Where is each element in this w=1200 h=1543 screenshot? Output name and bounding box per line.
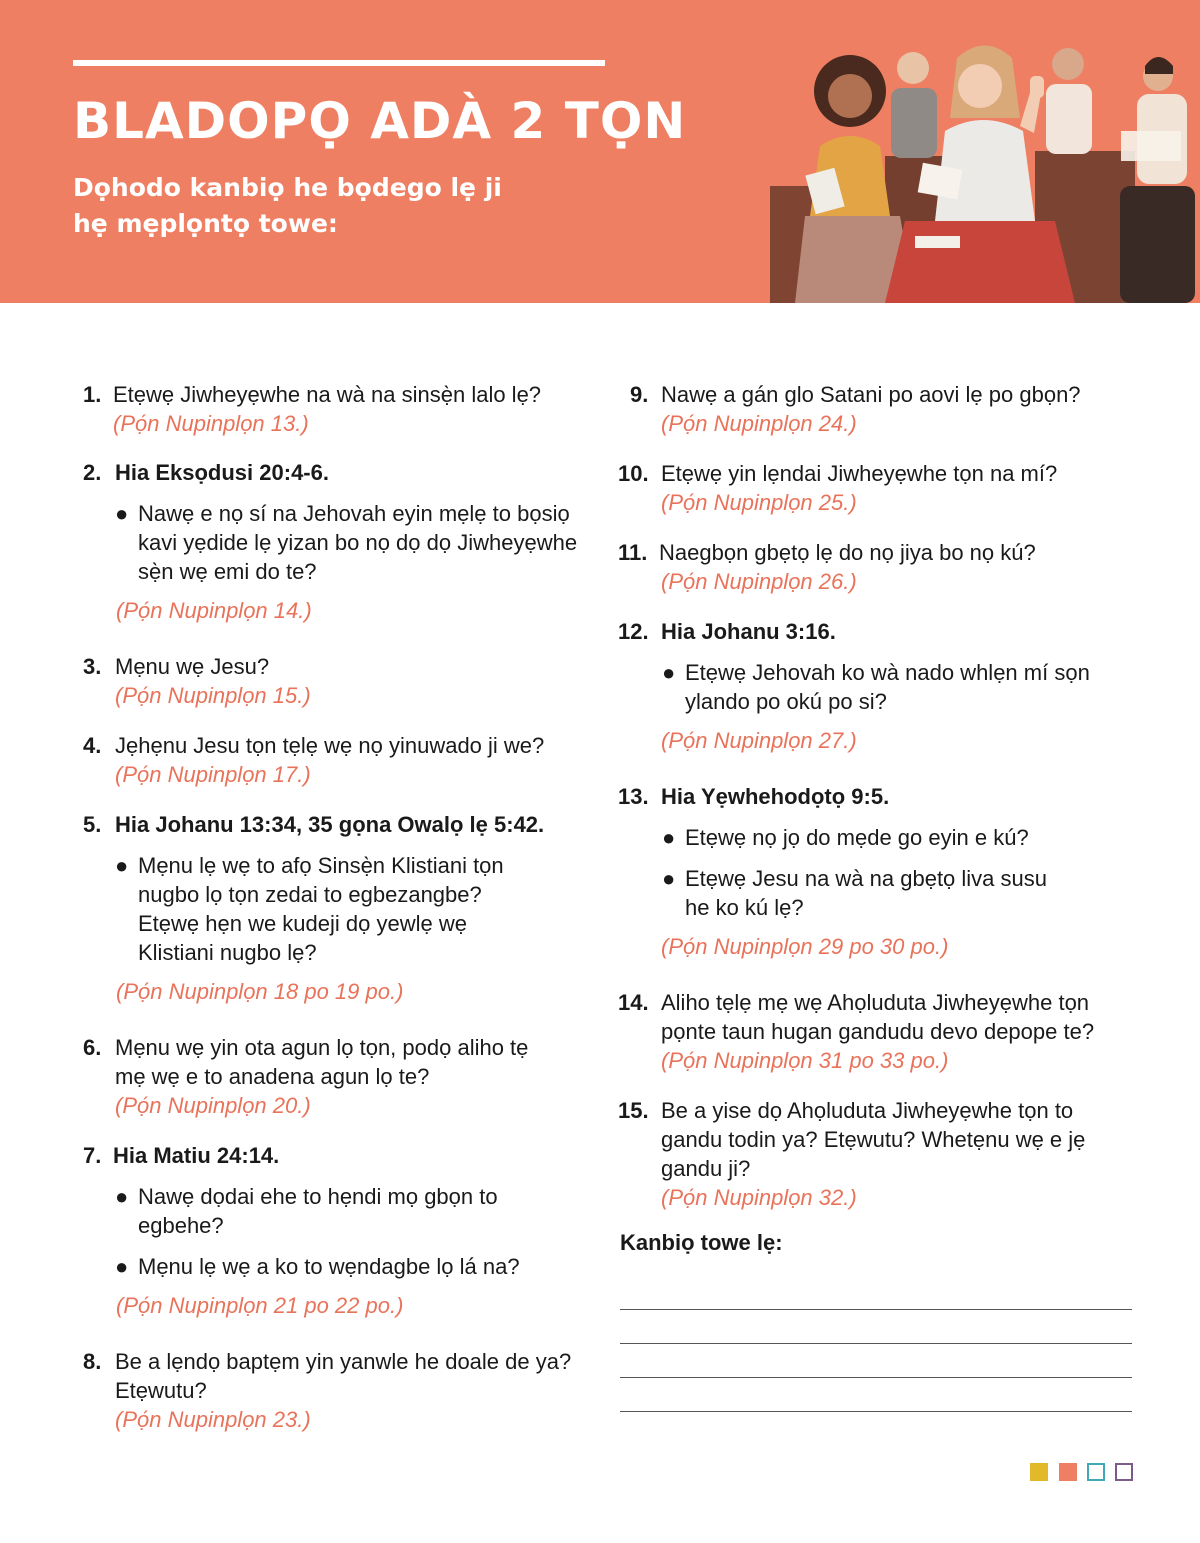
bullet-icon: ●: [115, 501, 129, 526]
question-15: [618, 1096, 1138, 1212]
lesson-reference: (Pọ́n Nupinplọn 17.): [115, 762, 311, 787]
question-7: [83, 1141, 593, 1320]
orange-square-icon: [1059, 1463, 1077, 1481]
sub-question-text: Nawẹ e nọ sí na Jehovah eyin mẹlẹ to bọsiọ kavi yẹdide lẹ yizan bo nọ dọ dọ Jiwheyẹwhe sẹ̀n wẹ emi do te?: [138, 501, 578, 584]
note-line[interactable]: [620, 1309, 1132, 1310]
questions-right-column: [618, 380, 1138, 1212]
bullet-icon: ●: [115, 853, 129, 878]
sub-question-text: Etẹwẹ nọ jọ do mẹde go eyin e kú?: [685, 825, 1029, 850]
question-text: Be a yise dọ Ahọluduta Jiwheyẹwhe tọn to gandu todin ya? Etẹwutu? Whetẹnu wẹ e jẹ gandu ji?: [661, 1098, 1086, 1181]
question-number: 9.: [630, 382, 649, 407]
scripture-reading: Hia Johanu 13:34, 35 gọna Owalọ lẹ 5:42.: [115, 812, 545, 837]
sub-question: [115, 1182, 538, 1240]
question-4: [83, 731, 593, 789]
sub-question-text: Nawẹ dọdai ehe to hẹndi mọ gbọn to egbehe?: [138, 1184, 498, 1238]
sub-question-text: Mẹnu lẹ wẹ to afọ Sinsẹ̀n Klistiani tọn nugbo lọ tọn zedai to egbezangbe? Etẹwẹ hẹn we kudeji dọ yewlẹ wẹ Klistiani nugbo lẹ?: [138, 853, 504, 965]
sub-question: [662, 864, 1075, 922]
question-number: 11.: [618, 540, 648, 565]
question-number: 3.: [83, 654, 102, 679]
note-line[interactable]: [620, 1411, 1132, 1412]
question-text: Be a lẹndọ baptẹm yin yanwle he doale de ya? Etẹwutu?: [115, 1349, 572, 1403]
question-5: [83, 810, 593, 1006]
lesson-reference: (Pọ́n Nupinplọn 27.): [661, 728, 857, 753]
sub-question-text: Etẹwẹ Jesu na wà na gbẹtọ liva susu he ko kú lẹ?: [685, 866, 1048, 920]
question-text: Aliho tẹlẹ mẹ wẹ Ahọluduta Jiwheyẹwhe tọn pọnte taun hugan gandudu devo depope te?: [661, 990, 1095, 1044]
question-10: [618, 459, 1138, 517]
people-seated-illustration: [765, 36, 1200, 303]
question-text: Etẹwẹ Jiwheyẹwhe na wà na sinsẹ̀n lalo lẹ?: [113, 382, 542, 407]
note-line[interactable]: [620, 1377, 1132, 1378]
lesson-reference: (Pọ́n Nupinplọn 18 po 19 po.): [116, 979, 404, 1004]
lesson-reference: (Pọ́n Nupinplọn 32.): [661, 1185, 857, 1210]
question-text: Mẹnu wẹ Jesu?: [115, 654, 270, 679]
question-number: 15.: [618, 1098, 649, 1123]
lesson-reference: (Pọ́n Nupinplọn 29 po 30 po.): [661, 934, 949, 959]
lesson-reference: (Pọ́n Nupinplọn 24.): [661, 411, 857, 436]
question-number: 4.: [83, 733, 102, 758]
question-text: Mẹnu wẹ yin ota agun lọ tọn, podọ aliho tẹ mẹ wẹ e to anadena agun lọ te?: [115, 1035, 529, 1089]
bullet-icon: ●: [115, 1184, 129, 1209]
question-number: 6.: [83, 1035, 102, 1060]
lesson-reference: (Pọ́n Nupinplọn 26.): [661, 569, 857, 594]
question-8: [83, 1347, 593, 1434]
question-number: 10.: [618, 461, 649, 486]
lesson-reference: (Pọ́n Nupinplọn 15.): [115, 683, 311, 708]
sub-question-text: Mẹnu lẹ wẹ a ko to wẹndagbe lọ lá na?: [138, 1254, 520, 1279]
sub-question: [115, 1252, 558, 1281]
scripture-reading: Hia Johanu 3:16.: [661, 619, 836, 644]
teal-square-outline-icon: [1087, 1463, 1105, 1481]
lesson-reference: (Pọ́n Nupinplọn 14.): [116, 598, 312, 623]
header-rule: [73, 60, 605, 66]
question-number: 7.: [83, 1143, 102, 1168]
bullet-icon: ●: [115, 1254, 129, 1279]
question-text: Jẹhẹnu Jesu tọn tẹlẹ wẹ nọ yinuwado ji we?: [115, 733, 545, 758]
purple-square-outline-icon: [1115, 1463, 1133, 1481]
question-14: [618, 988, 1138, 1075]
question-1: [83, 380, 593, 438]
scripture-reading: Hia Eksọdusi 20:4-6.: [115, 460, 329, 485]
lesson-reference: (Pọ́n Nupinplọn 31 po 33 po.): [661, 1048, 949, 1073]
question-9: [618, 380, 1138, 438]
scripture-reading: Hia Matiu 24:14.: [113, 1143, 280, 1168]
question-number: 13.: [618, 784, 649, 809]
notes-label: Kanbiọ towe lẹ:: [620, 1230, 783, 1255]
question-number: 1.: [83, 382, 102, 407]
lesson-reference: (Pọ́n Nupinplọn 23.): [115, 1407, 311, 1432]
sub-question: [662, 658, 1115, 716]
sub-question-text: Etẹwẹ Jehovah ko wà nado whlẹn mí sọn ylando po okú po si?: [685, 660, 1090, 714]
sub-question: [115, 851, 538, 967]
question-number: 5.: [83, 812, 102, 837]
question-12: [618, 617, 1138, 755]
scripture-reading: Hia Yẹwhehodọtọ 9:5.: [661, 784, 890, 809]
question-number: 8.: [83, 1349, 102, 1374]
bullet-icon: ●: [662, 866, 676, 891]
lesson-reference: (Pọ́n Nupinplọn 13.): [113, 411, 309, 436]
question-text: Naegbọn gbẹtọ lẹ do nọ jiya bo nọ kú?: [659, 540, 1036, 565]
question-11: [618, 538, 1138, 596]
question-text: Etẹwẹ yin lẹndai Jiwheyẹwhe tọn na mí?: [661, 461, 1058, 486]
question-6: [83, 1033, 593, 1120]
yellow-square-icon: [1030, 1463, 1048, 1481]
bullet-icon: ●: [662, 825, 676, 850]
question-number: 14.: [618, 990, 649, 1015]
lesson-reference: (Pọ́n Nupinplọn 21 po 22 po.): [116, 1293, 404, 1318]
note-line[interactable]: [620, 1343, 1132, 1344]
lesson-reference: (Pọ́n Nupinplọn 20.): [115, 1093, 311, 1118]
page-title: BLADOPỌ ADÀ 2 TỌN: [73, 92, 687, 150]
question-3: [83, 652, 593, 710]
sub-question: [115, 499, 583, 586]
question-number: 2.: [83, 460, 102, 485]
question-2: [83, 458, 593, 625]
question-text: Nawẹ a gán glo Satani po aovi lẹ po gbọn?: [661, 382, 1081, 407]
page-subtitle: Dọhodo kanbiọ he bọdego lẹ ji hẹ mẹplọntọ towe:: [73, 173, 502, 238]
questions-left-column: [83, 380, 593, 1434]
header-banner: [0, 0, 1200, 303]
lesson-reference: (Pọ́n Nupinplọn 25.): [661, 490, 857, 515]
bullet-icon: ●: [662, 660, 676, 685]
question-13: [618, 782, 1138, 961]
question-number: 12.: [618, 619, 649, 644]
sub-question: [662, 823, 1115, 852]
